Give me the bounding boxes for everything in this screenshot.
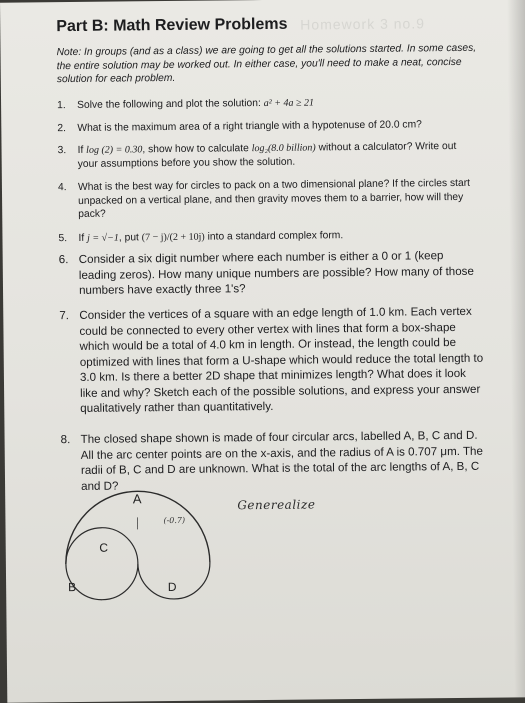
problem-number: 3. (57, 144, 66, 158)
label-d: D (168, 580, 177, 594)
label-c: C (99, 541, 108, 555)
note-paragraph: Note: In groups (and as a class) we are going to get all the solutions started. In some cases, the entire solution may be worked out. In either case, you'll need to make a neat, concise solution for each problem. (56, 42, 476, 87)
handwritten-point: (-0.7) (163, 516, 185, 525)
arc-b (66, 563, 138, 600)
problem-math-log2: log₂(8.0 billion) (252, 142, 316, 154)
bleed-through-text: Homework 3 no.9 (300, 15, 425, 32)
problem-text: Consider a six digit number where each number is either a 0 or 1 (keep leading zeros). How many unique numbers are possible? How many of those numbers have exactly three 1's? (79, 248, 484, 299)
label-b: B (68, 580, 76, 594)
problem-text-part: If (78, 145, 87, 156)
problem-text: What is the best way for circles to pack on a two dimensional plane? If the circles start unpacked on a vertical plane, and then gravity moves them to a barrier, how will they pack? (78, 177, 478, 222)
problem-text-part: If (78, 233, 87, 244)
problem-number: 8. (61, 432, 71, 448)
problem-6 (59, 248, 479, 252)
problem-number: 6. (59, 252, 69, 268)
problem-number: 5. (58, 232, 67, 246)
problem-text-part: , put (119, 232, 142, 243)
problem-text (78, 228, 478, 246)
problem-inequality: a² + 4a ≥ 21 (264, 97, 314, 109)
problem-text: The closed shape shown is made of four circular arcs, labelled A, B, C and D. All the arc center points are on the x-axis, and the radius of A is 0.707 μm. The radii of B, C and D are unknown. What is the total of the arc lengths of A, B, C and D? (81, 428, 487, 494)
problem-math-j: j = √−1 (87, 233, 119, 244)
problem-4 (58, 177, 478, 181)
problem-2 (57, 118, 477, 122)
problem-text: What is the maximum area of a right triangle with a hypotenuse of 20.0 cm? (77, 118, 477, 136)
problem-text-part: into a standard complex form. (205, 230, 344, 242)
problem-text (77, 140, 477, 171)
problem-text-part: , show how to calculate (142, 143, 251, 155)
label-a: A (133, 491, 142, 506)
arc-shape-diagram (45, 484, 226, 606)
problem-text: Consider the vertices of a square with an edge length of 1.0 km. Each vertex could be connected to every other vertex with lines that form a box-shape which would be a total of 4.0 km in length. Or instead, the length could be optimized with lines that form a U-shape which would reduce the total length to 3.0 km. Is there a better 2D shape that minimizes length? What does it look like and why? Sketch each of the possible solutions, and express your answer qualitatively rather than quantitatively. (79, 304, 485, 417)
problem-7 (59, 304, 479, 308)
problem-8 (61, 428, 481, 432)
handwritten-note: Generealize (237, 497, 315, 512)
problem-number: 4. (58, 181, 67, 195)
problem-number: 1. (57, 99, 66, 113)
problem-5 (58, 228, 478, 232)
problem-number: 7. (59, 308, 69, 324)
problem-text-part: Solve the following and plot the solution: (77, 98, 264, 111)
page-shadow (507, 0, 525, 697)
problem-number: 2. (57, 122, 66, 136)
problem-math-complex: (7 − j)/(2 + 10j) (142, 232, 205, 244)
problem-text (77, 95, 477, 113)
problem-math-log: log (2) = 0.30 (86, 144, 142, 156)
page-title: Part B: Math Review Problems (56, 16, 287, 36)
problem-3 (57, 140, 477, 144)
problem-1 (57, 95, 477, 99)
problem-text-part: without a calculator? Write out your assumptions before you show the solution. (78, 141, 457, 169)
